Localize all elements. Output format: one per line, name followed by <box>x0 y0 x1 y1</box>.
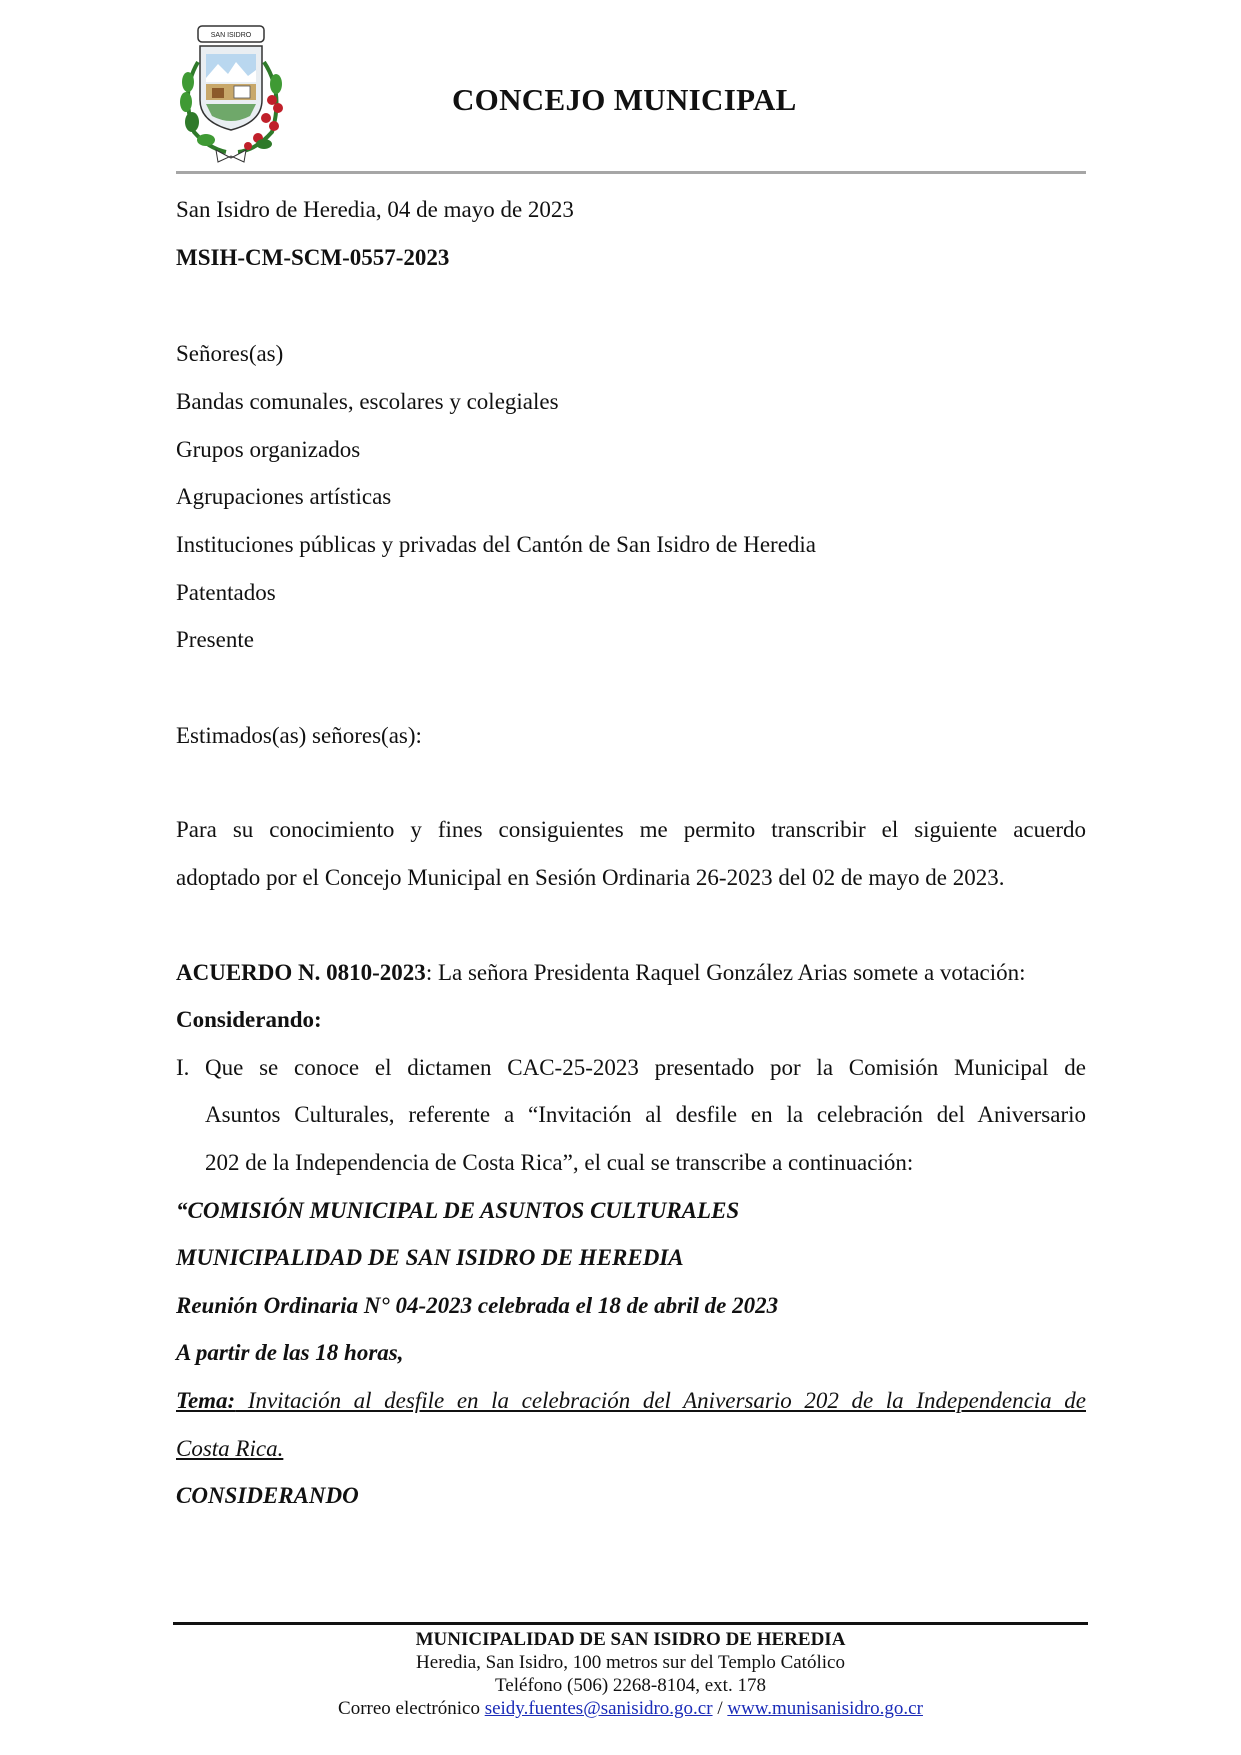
municipal-coat-of-arms-logo <box>178 22 288 167</box>
footer-contact <box>173 1697 1088 1720</box>
footer-website-link[interactable]: www.munisanisidro.go.cr <box>727 1698 923 1719</box>
tema-line <box>176 1388 1086 1414</box>
intro-paragraph-line: Para su conocimiento y fines consiguientes me permito transcribir el siguiente acuerdo <box>176 817 1086 842</box>
item-text-line: 202 de la Independencia de Costa Rica”, el cual se transcribe a continuación: <box>205 1150 914 1175</box>
quote-heading: A partir de las 18 horas, <box>176 1340 404 1365</box>
considerando-caps-heading: CONSIDERANDO <box>176 1483 359 1508</box>
recipient-line: Presente <box>176 627 254 652</box>
recipient-line: Bandas comunales, escolares y colegiales <box>176 389 559 414</box>
tema-line: Costa Rica. <box>176 1436 284 1461</box>
footer-email-label: Correo electrónico <box>338 1698 485 1719</box>
page-title: CONCEJO MUNICIPAL <box>452 82 797 117</box>
recipient-line: Señores(as) <box>176 341 284 366</box>
tema-text: Invitación al desfile en la celebración del Aniversario 202 de la Independencia de <box>235 1388 1086 1413</box>
quote-heading: Reunión Ordinaria N° 04-2023 celebrada el 18 de abril de 2023 <box>176 1293 779 1318</box>
considerando-heading: Considerando: <box>176 1007 322 1032</box>
tema-label: Tema: <box>176 1388 236 1413</box>
footer-phone: Teléfono (506) 2268-8104, ext. 178 <box>495 1675 766 1696</box>
item-text-line: Que se conoce el dictamen CAC-25-2023 presentado por la Comisión Municipal de <box>205 1055 1086 1080</box>
recipient-line: Patentados <box>176 580 276 605</box>
footer-separator: / <box>712 1698 728 1719</box>
agreement-line <box>176 960 1026 986</box>
reference-number: MSIH-CM-SCM-0557-2023 <box>176 245 450 270</box>
footer-address: Heredia, San Isidro, 100 metros sur del Templo Católico <box>416 1652 845 1673</box>
footer-divider <box>173 1622 1088 1625</box>
footer <box>173 1628 1088 1720</box>
header-divider <box>176 171 1086 174</box>
quote-heading: MUNICIPALIDAD DE SAN ISIDRO DE HEREDIA <box>176 1245 684 1270</box>
item-number: I. <box>176 1055 190 1080</box>
recipient-line: Agrupaciones artísticas <box>176 484 392 509</box>
recipient-line: Instituciones públicas y privadas del Cantón de San Isidro de Heredia <box>176 532 817 557</box>
agreement-label: ACUERDO N. 0810-2023 <box>176 960 426 985</box>
footer-email-link[interactable]: seidy.fuentes@sanisidro.go.cr <box>484 1698 713 1719</box>
svg-text:SAN ISIDRO: SAN ISIDRO <box>210 32 252 39</box>
footer-institution-name: MUNICIPALIDAD DE SAN ISIDRO DE HEREDIA <box>415 1629 846 1650</box>
agreement-text: : La señora Presidenta Raquel González Arias somete a votación: <box>425 960 1026 985</box>
intro-paragraph-line: adoptado por el Concejo Municipal en Sesión Ordinaria 26-2023 del 02 de mayo de 2023. <box>176 865 1005 890</box>
recipient-line: Grupos organizados <box>176 437 361 462</box>
item-text-line: Asuntos Culturales, referente a “Invitación al desfile en la celebración del Aniversario <box>205 1102 1086 1127</box>
quote-heading: “COMISIÓN MUNICIPAL DE ASUNTOS CULTURALES <box>176 1198 740 1223</box>
date-line: San Isidro de Heredia, 04 de mayo de 2023 <box>176 197 574 222</box>
greeting: Estimados(as) señores(as): <box>176 723 422 748</box>
